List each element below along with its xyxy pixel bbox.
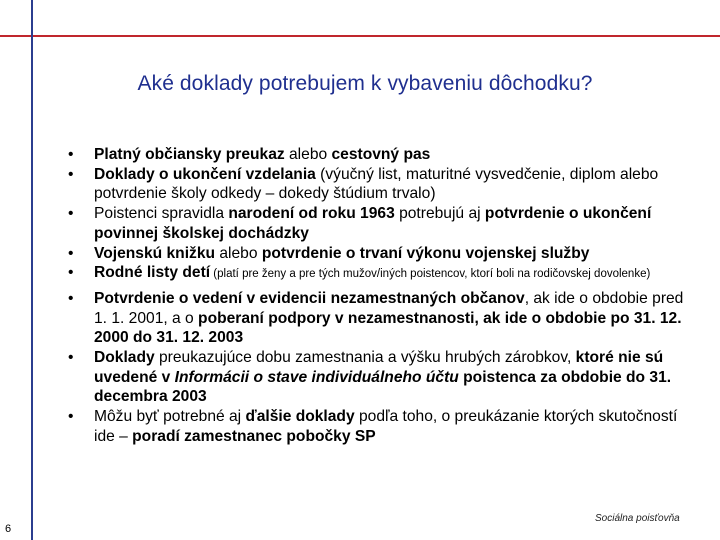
list-item <box>68 244 698 264</box>
list-item-text: cestovný pas <box>331 146 431 163</box>
list-item <box>68 289 698 348</box>
bullet-list <box>68 145 698 447</box>
list-item-text: potrebujú aj <box>394 205 485 223</box>
bullet-icon: • <box>68 146 74 163</box>
list-item <box>68 145 698 165</box>
list-item-text: Vojenskú knižku <box>94 244 216 262</box>
list-item-text: (platí pre ženy a pre tých mužov/iných poistencov, ktorí boli na rodičovskej dovolenke) <box>210 268 651 281</box>
list-item-text: Doklady <box>94 349 155 367</box>
list-item-text: Môžu byť potrebné aj <box>94 408 246 426</box>
list-item-text: alebo <box>215 244 262 262</box>
sp-logo-text: Sociálna poisťovňa <box>595 513 680 524</box>
bullet-icon: • <box>68 165 74 183</box>
list-item-text: ktoré nie sú uvedené v <box>94 349 664 386</box>
page-number: 6 <box>5 523 12 535</box>
bullet-icon: • <box>68 205 74 223</box>
header-red-rule <box>0 35 720 37</box>
list-item-text: Poistenci spravidla <box>94 205 229 223</box>
bullet-icon: • <box>68 244 74 262</box>
list-item <box>68 204 698 243</box>
list-item-text: Informácii o stave individuálneho účtu <box>174 368 459 386</box>
list-item-text: , ak ide o obdobie pred 1. 1. 2001, a o <box>94 289 684 327</box>
list-item-text: poberaní podpory v nezamestnanosti, ak ide o obdobie po 31. 12. 2000 do 31. 12. 2003 <box>94 309 682 347</box>
list-item-text: narodení od roku 1963 <box>228 205 395 223</box>
list-item-text: ďalšie doklady <box>245 408 355 426</box>
list-item-text: Rodné listy detí <box>94 264 211 282</box>
list-item-text: poradí zamestnanec pobočky SP <box>132 427 376 445</box>
list-item <box>68 348 698 407</box>
list-item-text: Platný občiansky preukaz <box>94 146 285 163</box>
list-item-text: Doklady o ukončení vzdelania <box>94 165 316 183</box>
list-item-text: alebo <box>284 146 332 163</box>
list-item <box>68 407 698 446</box>
bullet-icon: • <box>68 349 74 367</box>
bullet-icon: • <box>68 408 74 426</box>
slide-title: Aké doklady potrebujem k vybaveniu dôchodku? <box>137 72 593 95</box>
list-item-text: potvrdenie o trvaní výkonu vojenskej služby <box>261 244 590 262</box>
list-item-text: (výučný list, maturitné vysvedčenie, diplom alebo potvrdenie školy odkedy – dokedy štúdium trvalo) <box>94 165 659 203</box>
list-item <box>68 263 698 283</box>
list-item-text: Potvrdenie o vedení v evidencii nezamestnaných občanov <box>94 289 525 307</box>
list-item-text: poistenca za obdobie do 31. decembra 2003 <box>94 368 672 406</box>
list-item-text: potvrdenie o ukončení povinnej školskej dochádzky <box>94 205 652 242</box>
list-item <box>68 165 698 204</box>
list-item-text: preukazujúce dobu zamestnania a výšku hrubých zárobkov, <box>154 349 576 367</box>
bullet-icon: • <box>68 264 74 282</box>
list-item-text: podľa toho, o preukázanie ktorých skutočností ide – <box>94 408 678 445</box>
bullet-icon: • <box>68 289 74 307</box>
